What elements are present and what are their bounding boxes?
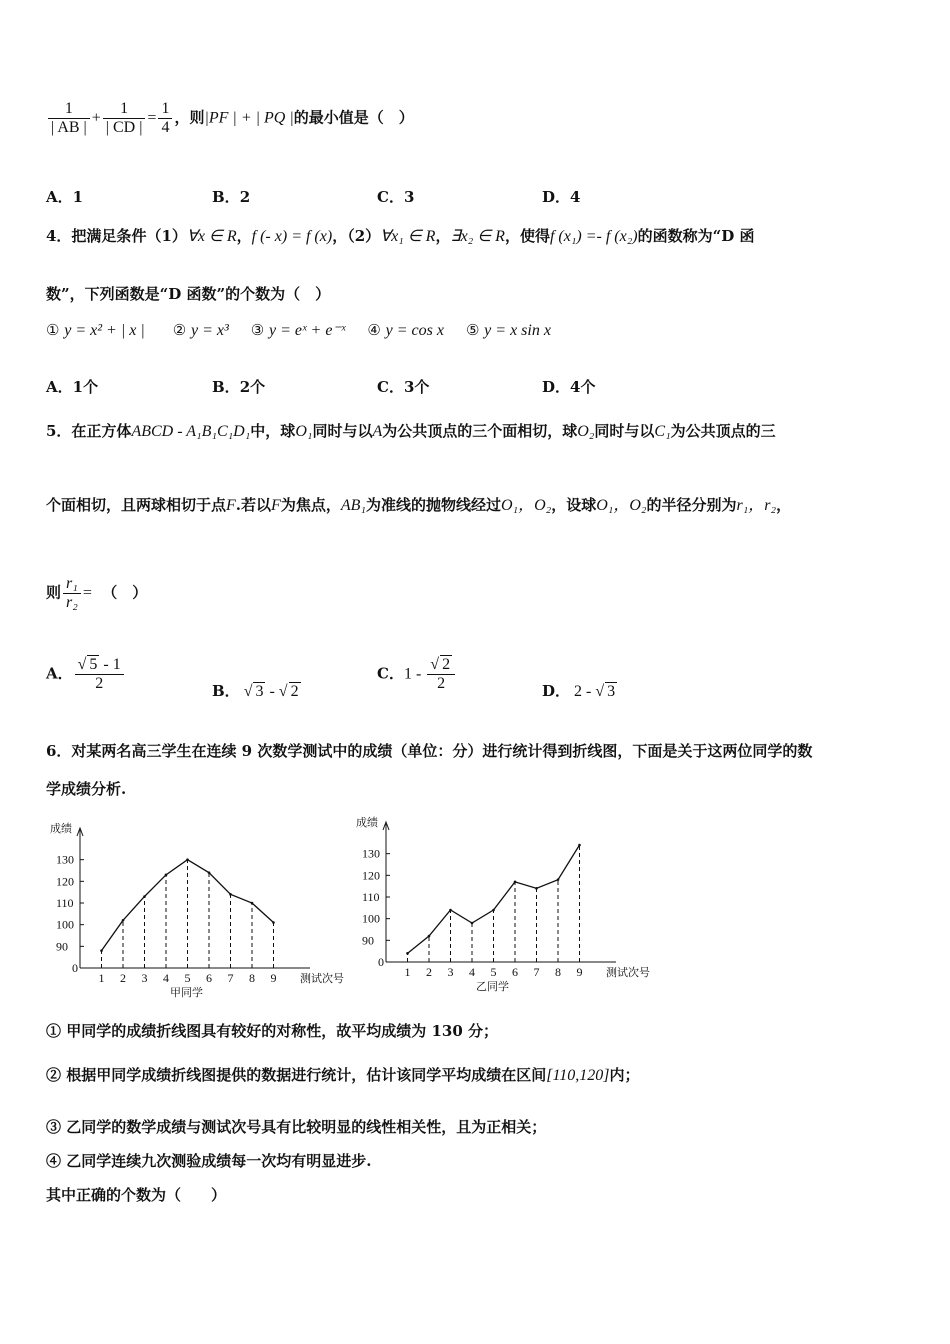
q3-option-a[interactable]: A．1 <box>46 188 84 206</box>
y-tick-label: 100 <box>362 911 380 926</box>
x-tick-label: 5 <box>490 965 497 979</box>
chart-title: 甲同学 <box>170 986 203 998</box>
y-axis-label: 成绩 <box>50 822 72 835</box>
data-point <box>428 935 431 938</box>
x-tick-label: 2 <box>120 971 126 985</box>
y-axis-label: 成绩 <box>356 816 378 829</box>
y-tick-label: 120 <box>56 874 74 889</box>
data-point <box>406 952 409 955</box>
fraction-1-over-ab: $\frac{1}{| AB |}$ <box>48 100 90 137</box>
x-tick-label: 2 <box>426 965 432 979</box>
q6-statement-4: ④ 乙同学连续九次测验成绩每一次均有明显进步. <box>46 1152 372 1170</box>
q5-ratio-line: 则 $\frac{\text{r₁}}{\text{r₂}}$ = （ ） <box>46 575 148 611</box>
x-tick-label: 3 <box>447 965 454 979</box>
x-tick-label: 6 <box>512 965 518 979</box>
q3-option-d[interactable]: D．4 <box>542 188 581 206</box>
chart-yi <box>352 812 672 992</box>
q5-option-b[interactable]: B． √ 3 - √ 2 <box>212 682 299 700</box>
y-tick-label: 90 <box>56 939 68 954</box>
pf-pq-expression: |PF | + | PQ | <box>204 109 294 127</box>
q3-condition-line: $\frac{1}{| AB |}$ + $\frac{1}{| CD |}$ = $\frac{1}{4}$ ，则|PF | + | PQ |的最小值是（ ） <box>46 100 414 137</box>
data-point <box>272 921 275 924</box>
q4-option-c[interactable]: C．3个 <box>377 378 430 396</box>
q5-option-a[interactable]: A． $\frac{√ 5 - 1}{2}$ <box>46 656 126 693</box>
q5-option-d[interactable]: D． 2 - √ 3 <box>542 682 616 700</box>
origin-label: 0 <box>378 955 384 969</box>
data-point <box>208 871 211 874</box>
q6-question: 其中正确的个数为（ ） <box>46 1186 227 1204</box>
x-tick-label: 9 <box>270 971 277 985</box>
q5-option-c[interactable]: C．1 - $\frac{√ 2}{2}$ <box>377 656 457 693</box>
q4-option-a[interactable]: A．1个 <box>46 378 99 396</box>
data-point <box>186 858 189 861</box>
y-tick-label: 100 <box>56 917 74 932</box>
q4-stem-line-1: 4．把满足条件（1）∀x ∈ R，f (- x) = f (x)，（2）∀x₁ ∈ R，∃x₂ ∈ R，使得f (x₁) =- f (x₂)的函数称为“D 函 <box>46 227 755 245</box>
data-point <box>535 887 538 890</box>
y-tick-label: 90 <box>362 933 374 948</box>
data-point <box>165 874 168 877</box>
data-point <box>471 922 474 925</box>
q6-statement-3: ③ 乙同学的数学成绩与测试次号具有比较明显的线性相关性，且为正相关； <box>46 1118 547 1136</box>
y-tick-label: 130 <box>362 846 380 861</box>
origin-label: 0 <box>72 961 78 975</box>
q3-option-b[interactable]: B．2 <box>212 188 251 206</box>
data-point <box>492 909 495 912</box>
q6-statement-1: ① 甲同学的成绩折线图具有较好的对称性，故平均成绩为 130 分； <box>46 1022 498 1040</box>
y-tick-label: 120 <box>362 868 380 883</box>
x-tick-label: 6 <box>206 971 212 985</box>
q6-statement-2: ② 根据甲同学成绩折线图提供的数据进行统计，估计该同学平均成绩在区间[110,120]内； <box>46 1066 640 1084</box>
interval-110-120: [110,120] <box>546 1067 610 1084</box>
x-tick-label: 4 <box>163 971 169 985</box>
x-tick-label: 7 <box>227 971 234 985</box>
x-tick-label: 8 <box>555 965 561 979</box>
data-point <box>143 895 146 898</box>
x-tick-label: 9 <box>576 965 583 979</box>
data-point <box>557 878 560 881</box>
q6-stem-line-2: 学成绩分析. <box>46 780 127 798</box>
data-point <box>514 881 517 884</box>
fraction-1-over-cd: $\frac{1}{| CD |}$ <box>103 100 146 137</box>
q6-stem-line-1: 6．对某两名高三学生在连续 9 次数学测试中的成绩（单位：分）进行统计得到折线图，下面是关于这两位同学的数 <box>46 742 813 760</box>
x-tick-label: 7 <box>533 965 540 979</box>
chart-title: 乙同学 <box>476 980 509 992</box>
q5-stem-line-2: 个面相切，且两球相切于点F.若以F为焦点，AB₁为准线的抛物线经过O₁，O₂，设球O₁，O₂的半径分别为r₁，r₂， <box>46 496 792 514</box>
x-tick-label: 3 <box>141 971 148 985</box>
data-point <box>122 919 125 922</box>
q5-stem-line-1: 5．在正方体ABCD - A₁B₁C₁D₁中，球O₁同时与以A为公共顶点的三个面相切，球O₂同时与以C₁为公共顶点的三 <box>46 422 776 440</box>
x-tick-label: 1 <box>404 965 411 979</box>
x-tick-label: 4 <box>469 965 475 979</box>
q3-option-c[interactable]: C．3 <box>377 188 415 206</box>
q4-stem-line-2: 数”，下列函数是“D 函数”的个数为（ ） <box>46 285 331 303</box>
data-point <box>449 909 452 912</box>
q4-option-b[interactable]: B．2个 <box>212 378 266 396</box>
x-axis-label: 测试次号 <box>300 972 344 985</box>
data-point <box>229 893 232 896</box>
x-tick-label: 1 <box>98 971 105 985</box>
chart-jia <box>46 818 366 998</box>
x-axis-label: 测试次号 <box>606 966 650 979</box>
y-tick-label: 110 <box>56 896 74 910</box>
fraction-1-over-4: $\frac{1}{4}$ <box>158 100 172 137</box>
q4-option-d[interactable]: D．4个 <box>542 378 596 396</box>
data-point <box>251 902 254 905</box>
data-point <box>100 949 103 952</box>
y-tick-label: 110 <box>362 890 380 904</box>
q4-function-list: ① y = x² + | x | ② y = x³ ③ y = eˣ + e⁻ˣ ④ y = cos x ⑤ y = x sin x <box>46 321 551 339</box>
data-point <box>578 844 581 847</box>
r1-over-r2-fraction: $\frac{\text{r₁}}{\text{r₂}}$ <box>63 575 81 612</box>
x-tick-label: 5 <box>184 971 191 985</box>
y-tick-label: 130 <box>56 852 74 867</box>
x-tick-label: 8 <box>249 971 255 985</box>
